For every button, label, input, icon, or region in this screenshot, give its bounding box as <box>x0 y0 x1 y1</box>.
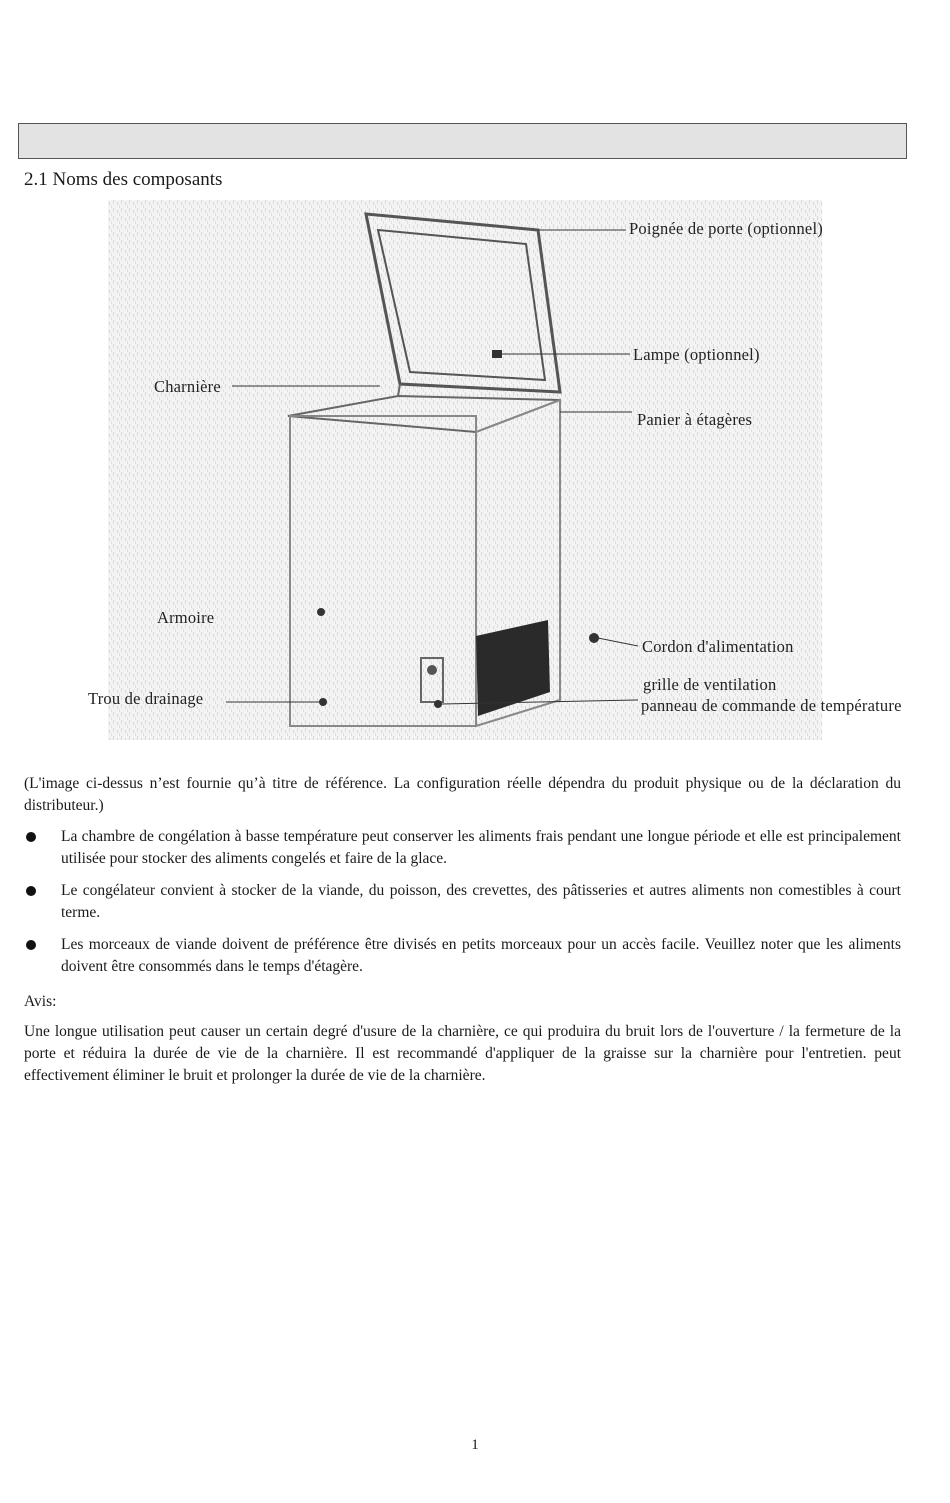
section-header-bar <box>18 123 907 159</box>
label-hinge: Charnière <box>154 377 221 396</box>
label-cabinet: Armoire <box>157 608 215 627</box>
freezer-illustration <box>108 200 822 740</box>
list-item: Les morceaux de viande doivent de préférence être divisés en petits morceaux pour un accès facile. Veuillez noter que les aliments doivent être consommés dans le temps d'étagère. <box>24 934 901 978</box>
bullet-icon <box>26 832 36 842</box>
list-item: La chambre de congélation à basse température peut conserver les aliments frais pendant une longue période et elle est principalement utilisée pour stocker des aliments congelés et faire de la glace. <box>24 826 901 870</box>
label-drain-hole: Trou de drainage <box>88 689 204 708</box>
freezer-diagram <box>88 200 902 740</box>
disclaimer-text: (L'image ci-dessus n’est fournie qu’à titre de référence. La configuration réelle dépendra du produit physique ou de la déclaration du distributeur.) <box>24 775 901 814</box>
label-power-cord: Cordon d'alimentation <box>642 637 794 656</box>
list-item: Le congélateur convient à stocker de la viande, du poisson, des crevettes, des pâtisseries et autres aliments non comestibles à court terme. <box>24 880 901 924</box>
label-lamp: Lampe (optionnel) <box>633 345 760 364</box>
notice-text: Une longue utilisation peut causer un certain degré d'usure de la charnière, ce qui produira du bruit lors de l'ouverture / la fermeture de la porte et réduira la durée de vie de la charnière. Il est recommandé d'appliquer de la graisse sur la charnière pour l'entretien. peut effectivement éliminer le bruit et prolonger la durée de vie de la charnière. <box>24 1023 901 1084</box>
bullet-icon <box>26 940 36 950</box>
section-title: 2.1 Noms des composants <box>24 169 223 190</box>
notice-heading: Avis: <box>24 993 57 1010</box>
usage-bullet-list <box>24 826 901 988</box>
label-door-handle: Poignée de porte (optionnel) <box>629 219 823 238</box>
page-number: 1 <box>471 1437 479 1453</box>
label-temp-panel: panneau de commande de température <box>641 696 902 715</box>
bullet-icon <box>26 886 36 896</box>
label-basket: Panier à étagères <box>637 410 753 429</box>
label-vent-grille: grille de ventilation <box>643 675 777 694</box>
